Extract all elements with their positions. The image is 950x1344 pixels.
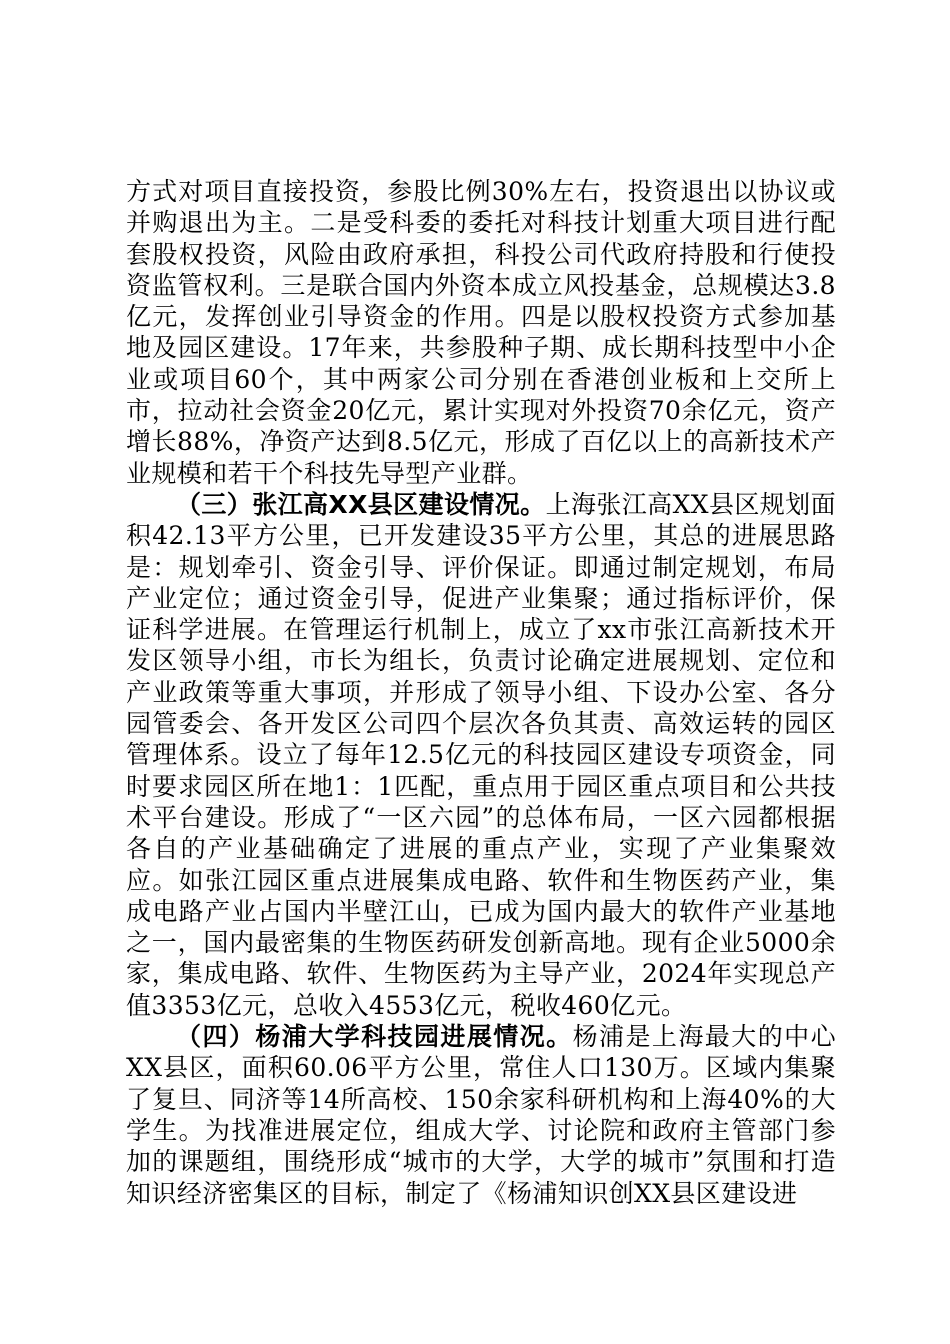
- section-heading-yangpu: （四）杨浦大学科技园进展情况。: [176, 1022, 573, 1052]
- paragraph-investment: [126, 176, 836, 489]
- paragraph-zhangjiang: [126, 489, 836, 1021]
- paragraph-yangpu: [126, 1021, 836, 1209]
- section-heading-zhangjiang: （三）张江高XX县区建设情况。: [176, 489, 546, 519]
- document-body: [126, 176, 836, 1209]
- paragraph-text: 方式对项目直接投资，参股比例30%左右，投资退出以协议或并购退出为主。二是受科委的委托对科技计划重大项目进行配套股权投资，风险由政府承担，科投公司代政府持股和行使投资监管权利。三是联合国内外资本成立风投基金，总规模达3.8亿元，发挥创业引导资金的作用。四是以股权投资方式参加基地及园区建设。17年来，共参股种子期、成长期科技型中小企业或项目60个，其中两家公司分别在香港创业板和上交所上市，拉动社会资金20亿元，累计实现对外投资70余亿元，资产增长88%，净资产达到8.5亿元，形成了百亿以上的高新技术产业规模和若干个科技先导型产业群。: [126, 177, 836, 488]
- paragraph-text: 杨浦是上海最大的中心XX县区，面积60.06平方公里，常住人口130万。区域内集聚了复旦、同济等14所高校、150余家科研机构和上海40%的大学生。为找准进展定位，组成大学、讨论院和政府主管部门参加的课题组，围绕形成“城市的大学，大学的城市”氛围和打造知识经济密集区的目标，制定了《杨浦知识创XX县区建设进: [126, 1022, 836, 1208]
- paragraph-text: 上海张江高XX县区规划面积42.13平方公里，已开发建设35平方公里，其总的进展思路是：规划牵引、资金引导、评价保证。即通过制定规划，布局产业定位；通过资金引导，促进产业集聚；通过指标评价，保证科学进展。在管理运行机制上，成立了xx市张江高新技术开发区领导小组，市长为组长，负责讨论确定进展规划、定位和产业政策等重大事项，并形成了领导小组、下设办公室、各分园管委会、各开发区公司四个层次各负其责、高效运转的园区管理体系。设立了每年12.5亿元的科技园区建设专项资金，同时要求园区所在地1：1匹配，重点用于园区重点项目和公共技术平台建设。形成了“一区六园”的总体布局，一区六园都根据各自的产业基础确定了进展的重点产业，实现了产业集聚效应。如张江园区重点进展集成电路、软件和生物医药产业，集成电路产业占国内半壁江山，已成为国内最大的软件产业基地之一，国内最密集的生物医药研发创新高地。现有企业5000余家，集成电路、软件、生物医药为主导产业，2024年实现总产值3353亿元，总收入4553亿元，税收460亿元。: [126, 489, 836, 1020]
